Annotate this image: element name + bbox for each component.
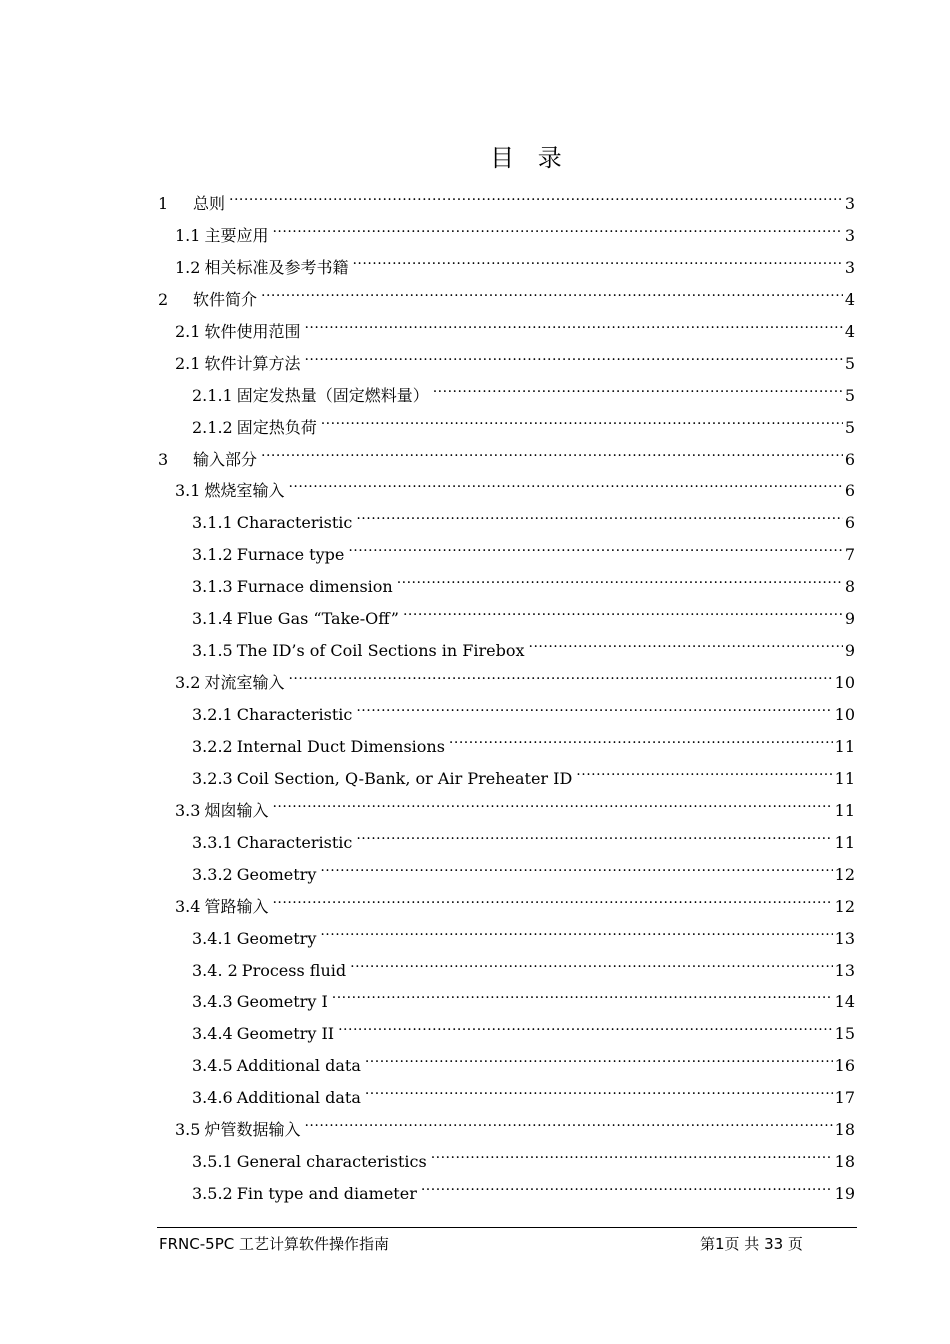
toc-entry-title: Furnace dimension [236, 577, 393, 597]
toc-entry-title: Geometry I [236, 992, 328, 1012]
toc-entry-title: Characteristic [236, 705, 353, 724]
toc-entry[interactable] [158, 1082, 855, 1114]
toc-entry-number: 3.1.2 [192, 545, 233, 565]
toc-entry-title: 总则 [193, 194, 226, 213]
toc-dot-leader [261, 451, 843, 465]
toc-entry-page: 3 [844, 257, 855, 277]
toc-entry[interactable] [158, 1018, 855, 1050]
toc-entry-page: 18 [834, 1120, 855, 1140]
toc-entry-number: 2 [158, 289, 169, 309]
toc-entry-number: 3.2.2 [192, 736, 233, 756]
toc-entry-title: 输入部分 [193, 449, 258, 469]
toc-entry[interactable] [158, 475, 855, 507]
toc-entry[interactable] [158, 603, 855, 635]
toc-entry[interactable] [158, 188, 855, 220]
toc-entry-title: Characteristic [236, 832, 353, 852]
toc-entry[interactable] [158, 380, 855, 412]
toc-title: 目 录 [490, 144, 570, 172]
toc-dot-leader [348, 546, 843, 560]
toc-dot-leader [403, 610, 843, 624]
toc-dot-leader [304, 323, 842, 337]
toc-entry-page: 3 [844, 225, 855, 245]
toc-entry-page: 17 [834, 1088, 855, 1108]
toc-dot-leader [261, 291, 843, 305]
toc-entry-page: 11 [834, 736, 855, 756]
toc-entry-title: Geometry [236, 864, 317, 884]
footer-page-number: 第1页 共 33 页 [700, 1235, 803, 1253]
toc-entry-number: 3.5.1 [192, 1152, 233, 1172]
toc-dot-leader [352, 259, 842, 273]
toc-entry-title: 烟囱输入 [204, 800, 269, 820]
toc-entry-number: 2.1 [175, 321, 201, 341]
toc-dot-leader [397, 578, 843, 592]
toc-entry-number: 3.5.2 [192, 1184, 233, 1204]
toc-entry-page: 11 [834, 800, 855, 820]
toc-entry[interactable] [158, 635, 855, 667]
toc-dot-leader [421, 1185, 833, 1199]
toc-entry-number: 3 [158, 449, 169, 469]
toc-entry-title: 管路输入 [204, 896, 269, 916]
toc-entry[interactable] [158, 1114, 855, 1146]
toc-entry-page: 18 [834, 1152, 855, 1172]
toc-dot-leader [304, 1121, 832, 1135]
toc-entry[interactable] [158, 412, 855, 444]
toc-entry-number: 3.2.1 [192, 705, 233, 724]
toc-entry-title: 相关标准及参考书籍 [204, 257, 349, 277]
toc-dot-leader [332, 993, 833, 1007]
toc-dot-leader [449, 738, 833, 752]
toc-entry-number: 3.4.4 [192, 1024, 233, 1044]
toc-entry[interactable] [158, 955, 855, 987]
toc-entry-title: Fin type and diameter [236, 1184, 417, 1204]
toc-dot-leader [365, 1057, 833, 1071]
toc-entry-number: 3.5 [175, 1120, 201, 1140]
toc-entry-title: Geometry II [236, 1024, 335, 1044]
toc-dot-leader [365, 1089, 833, 1103]
toc-entry-number: 3.3 [175, 800, 201, 820]
toc-entry-title: Additional data [236, 1088, 361, 1108]
toc-entry-page: 6 [844, 481, 855, 501]
toc-entry[interactable] [158, 859, 855, 891]
toc-entry-page: 12 [834, 864, 855, 884]
toc-entry-title: The ID’s of Coil Sections in Firebox [236, 641, 525, 661]
toc-entry-page: 7 [844, 545, 855, 565]
toc-entry[interactable] [158, 220, 855, 252]
toc-entry-number: 2.1.1 [192, 385, 233, 405]
toc-entry-number: 3.3.2 [192, 864, 233, 884]
toc-entry-number: 3.3.1 [192, 832, 233, 852]
toc-dot-leader [304, 355, 842, 369]
toc-entry-page: 6 [844, 449, 855, 469]
toc-entry-title: Process fluid [241, 960, 347, 980]
toc-entry[interactable] [158, 1050, 855, 1082]
toc-entry[interactable] [158, 284, 855, 316]
toc-entry-page: 10 [834, 705, 855, 724]
toc-entry[interactable] [158, 667, 855, 699]
toc-entry[interactable] [158, 571, 855, 603]
toc-dot-leader [229, 195, 843, 209]
toc-entry-title: 固定热负荷 [236, 417, 317, 437]
toc-entry-title: 燃烧室输入 [204, 481, 285, 501]
toc-entry-number: 3.4.3 [192, 992, 233, 1012]
toc-dot-leader [431, 1153, 833, 1167]
toc-dot-leader [576, 770, 832, 784]
toc-entry-title: Internal Duct Dimensions [236, 736, 445, 756]
toc-entry[interactable] [158, 252, 855, 284]
toc-entry-number: 3.2 [175, 673, 201, 693]
toc-entry[interactable] [158, 539, 855, 571]
toc-entry-number: 3.1 [175, 481, 201, 501]
toc-dot-leader [272, 227, 842, 241]
toc-entry-page: 8 [844, 577, 855, 597]
toc-dot-leader [288, 482, 842, 496]
toc-entry-page: 11 [834, 832, 855, 852]
toc-entry-page: 19 [834, 1184, 855, 1204]
toc-entry[interactable] [158, 891, 855, 923]
toc-entry-number: 2.1.2 [192, 417, 233, 437]
toc-entry-number: 3.2.3 [192, 768, 233, 788]
toc-entry-number: 1.2 [175, 257, 201, 277]
toc-dot-leader [320, 930, 832, 944]
toc-entry-number: 3.1.3 [192, 577, 233, 597]
toc-entry-page: 11 [834, 768, 855, 788]
toc-entry-number: 3.4.5 [192, 1056, 233, 1076]
toc-entry-number: 3.1.1 [192, 513, 233, 533]
toc-entry[interactable] [158, 827, 855, 859]
toc-entry-title: Characteristic [236, 513, 353, 533]
toc-dot-leader [529, 642, 843, 656]
toc-entry[interactable] [158, 444, 855, 476]
toc-dot-leader [356, 706, 832, 720]
toc-entry-page: 10 [834, 673, 855, 693]
toc-entry-title: 主要应用 [204, 225, 269, 245]
toc-entry-page: 12 [834, 896, 855, 916]
toc-entry[interactable] [158, 731, 855, 763]
toc-list [158, 188, 855, 1210]
toc-entry[interactable] [158, 699, 855, 731]
toc-entry-title: 对流室输入 [204, 673, 285, 693]
toc-dot-leader [272, 802, 832, 816]
toc-entry-page: 5 [844, 385, 855, 405]
toc-entry[interactable] [158, 763, 855, 795]
toc-dot-leader [356, 834, 832, 848]
toc-entry-title: Geometry [236, 928, 317, 948]
toc-entry[interactable] [158, 316, 855, 348]
toc-entry-page: 4 [844, 289, 855, 309]
toc-entry[interactable] [158, 507, 855, 539]
toc-dot-leader [338, 1025, 833, 1039]
toc-entry-page: 6 [844, 513, 855, 533]
footer-document-name: FRNC-5PC 工艺计算软件操作指南 [159, 1235, 389, 1253]
toc-entry-title: Coil Section, Q-Bank, or Air Preheater ID [236, 768, 573, 788]
toc-entry-number: 3.4.1 [192, 928, 233, 948]
toc-entry-number: 3.4.6 [192, 1088, 233, 1108]
toc-entry-page: 16 [834, 1056, 855, 1076]
toc-entry-page: 9 [844, 641, 855, 661]
toc-dot-leader [321, 419, 843, 433]
toc-entry-number: 3.4. 2 [192, 960, 238, 980]
toc-entry-page: 13 [834, 960, 855, 980]
toc-entry-title: 炉管数据输入 [204, 1120, 301, 1140]
toc-entry-page: 5 [844, 417, 855, 437]
toc-entry-number: 1.1 [175, 225, 201, 245]
toc-entry[interactable] [158, 348, 855, 380]
toc-entry[interactable] [158, 923, 855, 955]
toc-dot-leader [320, 866, 832, 880]
toc-entry-page: 9 [844, 609, 855, 629]
toc-entry[interactable] [158, 1146, 855, 1178]
toc-entry-number: 3.4 [175, 896, 201, 916]
toc-entry-title: General characteristics [236, 1152, 427, 1172]
toc-entry-page: 14 [834, 992, 855, 1012]
toc-dot-leader [350, 962, 833, 976]
toc-entry-title: 固定发热量（固定燃料量） [236, 385, 429, 405]
toc-entry[interactable] [158, 986, 855, 1018]
toc-entry-title: Furnace type [236, 545, 345, 565]
toc-dot-leader [356, 514, 842, 528]
footer-divider [157, 1227, 857, 1228]
toc-entry-page: 13 [834, 928, 855, 948]
toc-entry-page: 15 [834, 1024, 855, 1044]
toc-entry-title: Additional data [236, 1056, 361, 1076]
toc-entry-page: 5 [844, 353, 855, 373]
toc-entry-number: 2.1 [175, 353, 201, 373]
toc-entry-title: 软件计算方法 [204, 353, 301, 373]
toc-dot-leader [433, 387, 843, 401]
toc-entry-number: 1 [158, 194, 169, 213]
toc-dot-leader [288, 674, 832, 688]
toc-entry-title: 软件使用范围 [204, 321, 301, 341]
toc-dot-leader [272, 898, 832, 912]
toc-entry[interactable] [158, 795, 855, 827]
toc-entry-number: 3.1.5 [192, 641, 233, 661]
toc-entry-title: Flue Gas “Take-Off” [236, 609, 399, 629]
toc-entry-page: 3 [844, 194, 855, 213]
toc-entry-page: 4 [844, 321, 855, 341]
toc-entry-title: 软件简介 [193, 289, 258, 309]
toc-entry-number: 3.1.4 [192, 609, 233, 629]
toc-entry[interactable] [158, 1178, 855, 1210]
